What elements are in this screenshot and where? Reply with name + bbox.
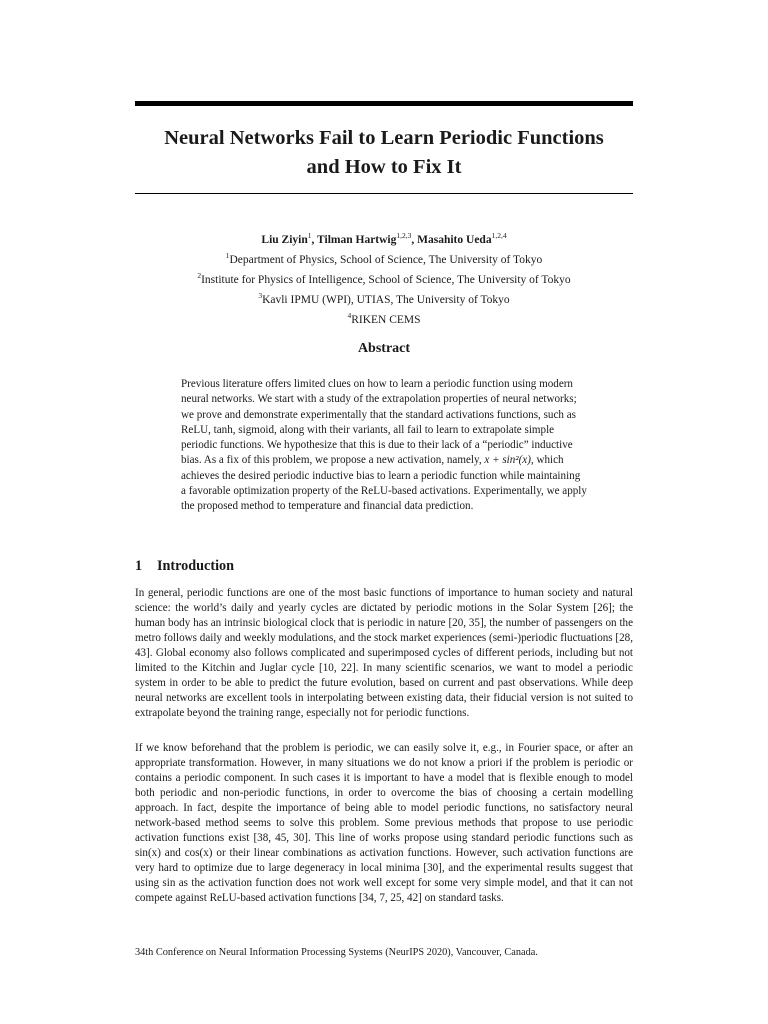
abstract-text: Previous literature offers limited clues on how to learn a periodic function using modern neural networks. We start with a study of the extrapolation properties of neural networks; we prove and demonstrate experimentally that the standard activations functions, such as ReLU, tanh, sigmoid, along with their variants, all fail to learn to extrapolate simple periodic functions. We hypothesize that this is due to their lack of a “periodic” inductive bias. As a fix of this problem, we propose a new activation, namely, <box>181 378 577 467</box>
author-affil-sup: 1 <box>307 231 312 240</box>
math-sin-short: sin <box>162 877 176 890</box>
paragraph-text: or their linear combinations as activation functions. However, such activation functions are very hard to optimize due to large degeneracy in local minima [30], and the experimental results suggest that using <box>135 847 633 890</box>
author-affil-sup: 1,2,4 <box>491 231 507 240</box>
affiliation-text: Department of Physics, School of Science, The University of Tokyo <box>229 253 543 266</box>
affiliation-text: Kavli IPMU (WPI), UTIAS, The University of Tokyo <box>262 293 510 306</box>
affiliation <box>135 268 633 288</box>
math-cos: cos(x) <box>184 847 213 860</box>
abstract-text: -based activations. Experimentally, we apply the proposed method to temperature and financial data prediction. <box>181 485 587 513</box>
section-heading <box>135 558 633 575</box>
affiliation-sup: 1 <box>225 251 230 261</box>
title-line-1: Neural Networks Fail to Learn Periodic Functions <box>164 127 604 149</box>
section-title: Introduction <box>157 558 234 574</box>
author-name: Tilman Hartwig <box>317 233 397 246</box>
title-bottom-rule <box>135 193 633 194</box>
title-line-2: and How to Fix It <box>306 156 462 178</box>
author-block <box>135 228 633 328</box>
abstract-text: , which achieves the desired periodic inductive bias to learn a periodic function while maintaining a favorable optimization property of the <box>181 454 581 498</box>
author-name: Masahito Ueda <box>417 233 492 246</box>
affiliation <box>135 308 633 328</box>
affiliation <box>135 288 633 308</box>
affiliation-text: Institute for Physics of Intelligence, School of Science, The University of Tokyo <box>201 273 571 286</box>
abstract-math-activation: x + sin²(x) <box>484 454 531 467</box>
abstract-body <box>181 377 587 515</box>
affiliation-sup: 4 <box>347 311 352 321</box>
affiliation-sup: 2 <box>197 271 202 281</box>
affiliation-sup: 3 <box>258 291 263 301</box>
paper-title <box>135 124 633 182</box>
abstract-heading: Abstract <box>357 341 411 356</box>
author-separator: , <box>311 233 318 246</box>
math-relu: ReLU <box>209 892 237 905</box>
author-names <box>135 228 633 248</box>
math-sin: sin(x) <box>135 847 161 860</box>
conference-footnote: 34th Conference on Neural Information Processing Systems (NeurIPS 2020), Vancouver, Canada. <box>135 947 538 958</box>
intro-paragraph-2 <box>135 741 633 907</box>
author-name: Liu Ziyin <box>261 233 308 246</box>
affiliation <box>135 248 633 268</box>
abstract-math-relu: ReLU <box>360 485 389 498</box>
author-affil-sup: 1,2,3 <box>396 231 412 240</box>
paragraph-text: If we know beforehand that the problem is periodic, we can easily solve it, e.g., in Fourier space, or after an appropriate transformation. However, in many situations we do not know a priori if the problem is periodic or contains a periodic component. In such cases it is important to have a model that is flexible enough to model both periodic and non-periodic functions, in order to overcome the bias of choosing a certain modelling approach. In fact, despite the importance of being able to model periodic functions, no satisfactory neural network-based method seems to solve this problem. Some previous methods that propose to use periodic activation functions exist [38, 45, 30]. This line of works propose using standard periodic functions such as <box>135 742 633 845</box>
section-number: 1 <box>135 558 143 574</box>
author-separator: , <box>411 233 418 246</box>
affiliation-text: RIKEN CEMS <box>351 313 421 326</box>
intro-paragraph-1: In general, periodic functions are one of the most basic functions of importance to human society and natural science: the world’s daily and yearly cycles are dictated by periodic motions in the Solar System [26]; the human body has an intrinsic biological clock that is periodic in nature [20, 35], the number of passengers on the metro follows daily and weekly modulations, and the stock market experiences (semi-)periodic fluctuations [28, 43]. Global economy also follows complicated and superimposed cycles of different periods, including but not limited to the Kitchin and Juglar cycle [10, 22]. In many scientific scenarios, we want to model a periodic system in order to be able to predict the future evolution, based on current and past observations. While deep neural networks are excellent tools in interpolating between existing data, their fiducial version is not suited to extrapolate beyond the training range, especially not for periodic functions. <box>135 587 633 720</box>
title-top-rule <box>135 101 633 106</box>
paragraph-text: -based activation functions [34, 7, 25, 42] on standard tasks. <box>236 892 504 905</box>
paragraph-text: as the activation function does not work well except for some very simple model, and that it can not compete against <box>135 877 633 905</box>
paragraph-text: and <box>160 847 185 860</box>
